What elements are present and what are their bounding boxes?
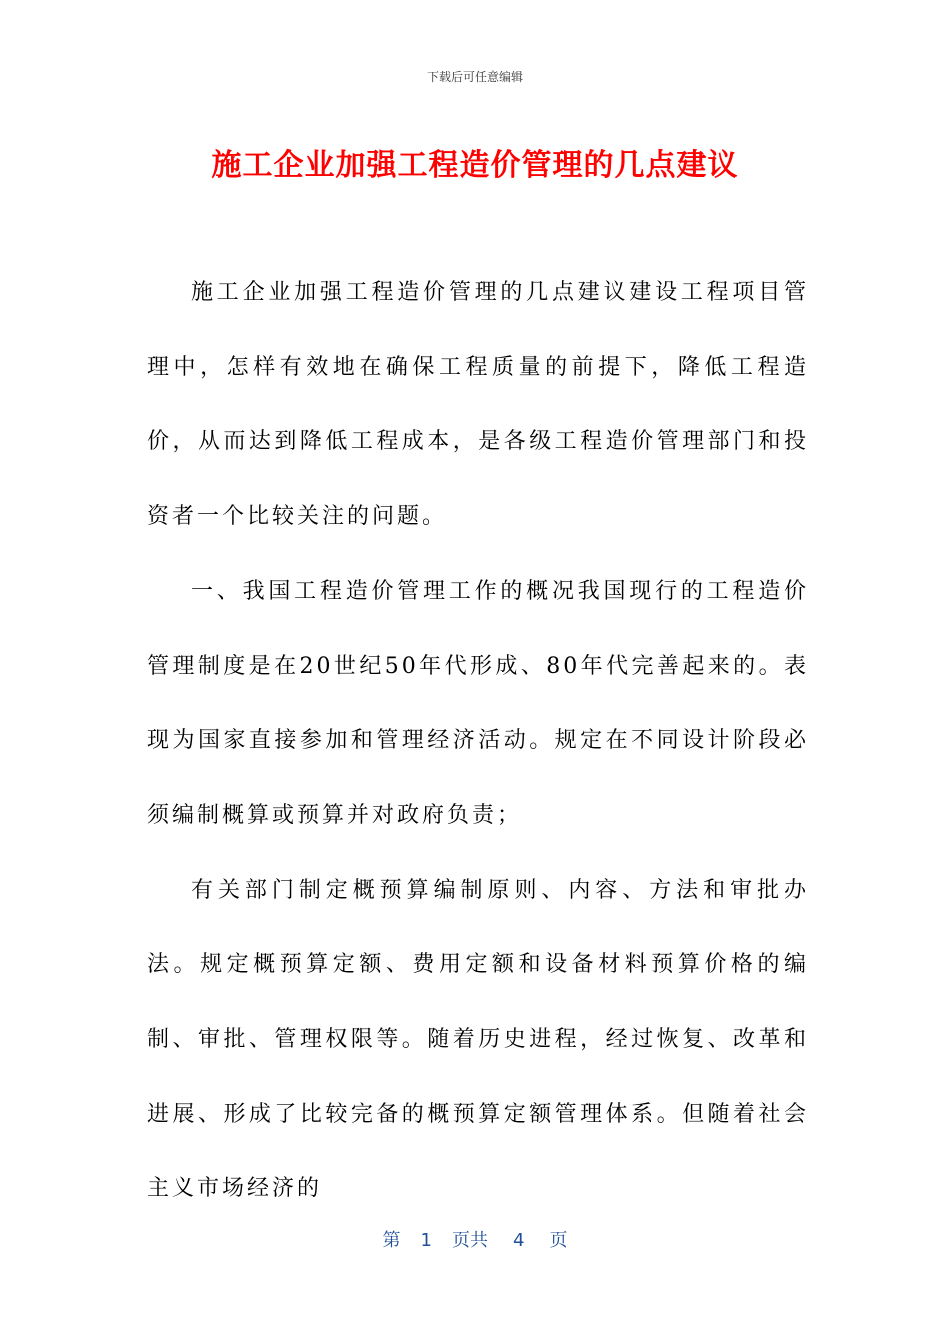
footer-prefix: 第: [382, 1230, 401, 1251]
paragraph-1: 施工企业加强工程造价管理的几点建议建设工程项目管理中，怎样有效地在确保工程质量的前提下，降低工程造价，从而达到降低工程成本，是各级工程造价管理部门和投资者一个比较关注的问题。: [147, 280, 809, 530]
header-note: 下载后可任意编辑: [426, 70, 523, 84]
document-body: [147, 256, 809, 1227]
footer-total-pages: 4: [513, 1230, 525, 1251]
page-footer: [0, 1226, 950, 1252]
paragraph-2: 一、我国工程造价管理工作的概况我国现行的工程造价管理制度是在20世纪50年代形成、80年代完善起来的。表现为国家直接参加和管理经济活动。规定在不同设计阶段必须编制概算或预算并对政府负责；: [147, 578, 809, 828]
document-title: 施工企业加强工程造价管理的几点建议: [211, 148, 739, 183]
footer-suffix: 页: [549, 1230, 568, 1251]
paragraph-3: 有关部门制定概预算编制原则、内容、方法和审批办法。规定概预算定额、费用定额和设备材料预算价格的编制、审批、管理权限等。随着历史进程，经过恢复、改革和进展、形成了比较完备的概预算定额管理体系。但随着社会主义市场经济的: [147, 877, 809, 1202]
footer-current-page: 1: [420, 1230, 432, 1251]
footer-middle: 页共: [452, 1230, 488, 1251]
